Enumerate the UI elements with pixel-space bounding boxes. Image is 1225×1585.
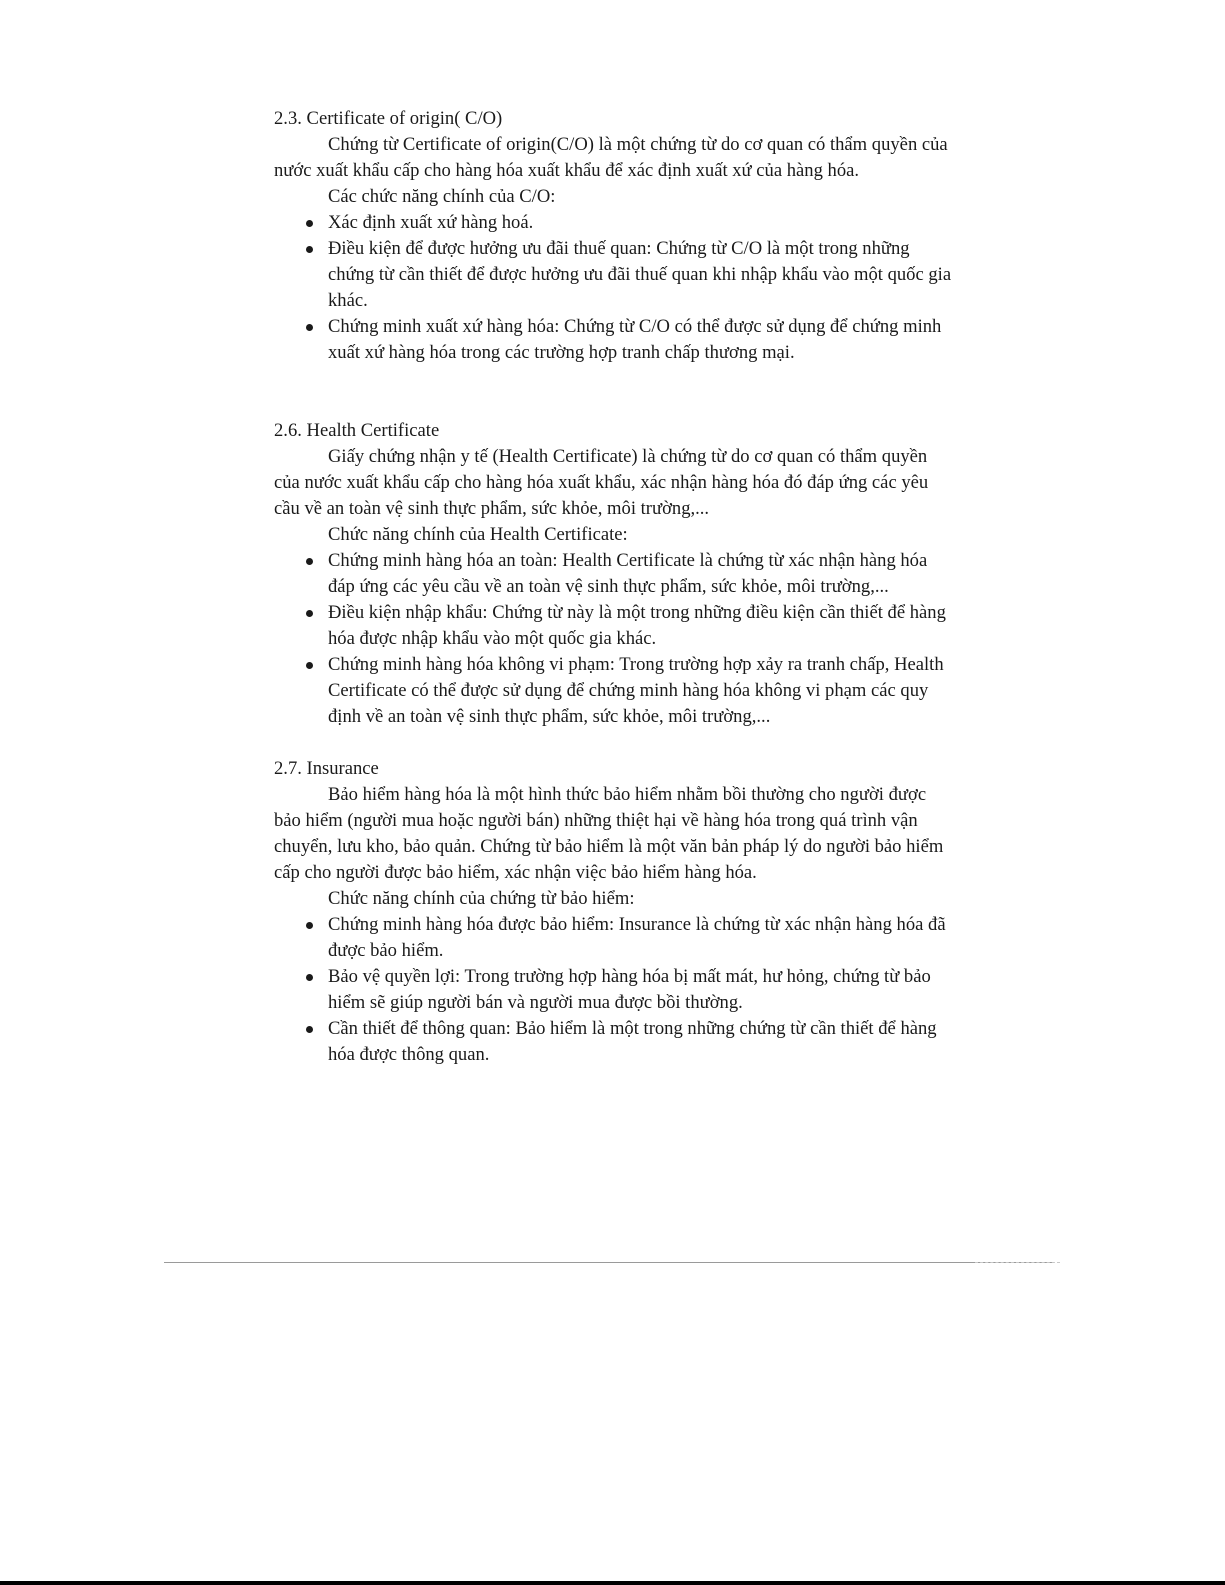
section-intro-paragraph: Bảo hiểm hàng hóa là một hình thức bảo hiểm nhằm bồi thường cho người được bảo hiểm (người mua hoặc người bán) những thiệt hại về hàng hóa trong quá trình vận chuyển, lưu kho, bảo quản. Chứng từ bảo hiểm là một văn bản pháp lý do người bảo hiểm cấp cho người được bảo hiểm, xác nhận việc bảo hiểm hàng hóa. bbox=[274, 784, 944, 883]
list-item bbox=[274, 652, 954, 730]
page-divider-tail bbox=[975, 1262, 1060, 1263]
bullet-icon bbox=[306, 610, 313, 617]
list-item-text: Chứng minh hàng hóa an toàn: Health Certificate là chứng từ xác nhận hàng hóa đáp ứng các yêu cầu về an toàn vệ sinh thực phẩm, sức khỏe, môi trường,... bbox=[328, 550, 928, 597]
bullet-icon bbox=[306, 558, 313, 565]
list-item bbox=[274, 314, 954, 366]
section-certificate-of-origin bbox=[274, 106, 954, 366]
list-item-text: Bảo vệ quyền lợi: Trong trường hợp hàng hóa bị mất mát, hư hỏng, chứng từ bảo hiểm sẽ giúp người bán và người mua được bồi thường. bbox=[328, 966, 931, 1013]
functions-list bbox=[274, 912, 954, 1068]
list-item bbox=[274, 964, 954, 1016]
functions-list bbox=[274, 548, 954, 730]
list-item bbox=[274, 600, 954, 652]
list-item bbox=[274, 548, 954, 600]
list-item-text: Xác định xuất xứ hàng hoá. bbox=[328, 212, 534, 233]
section-insurance bbox=[274, 756, 954, 1068]
page-divider bbox=[164, 1262, 1054, 1263]
bullet-icon bbox=[306, 662, 313, 669]
functions-label: Chức năng chính của Health Certificate: bbox=[328, 524, 628, 545]
list-item-text: Điều kiện để được hưởng ưu đãi thuế quan: Chứng từ C/O là một trong những chứng từ cần thiết để được hưởng ưu đãi thuế quan khi nhập khẩu vào một quốc gia khác. bbox=[328, 238, 952, 311]
list-item bbox=[274, 912, 954, 964]
bullet-icon bbox=[306, 1026, 313, 1033]
section-intro-paragraph: Chứng từ Certificate of origin(C/O) là một chứng từ do cơ quan có thẩm quyền của nước xuất khẩu cấp cho hàng hóa xuất khẩu để xác định xuất xứ của hàng hóa. bbox=[274, 134, 948, 181]
list-item-text: Chứng minh xuất xứ hàng hóa: Chứng từ C/O có thể được sử dụng để chứng minh xuất xứ hàng hóa trong các trường hợp tranh chấp thương mại. bbox=[328, 316, 942, 363]
bottom-edge bbox=[0, 1581, 1225, 1585]
list-item bbox=[274, 236, 954, 314]
document-page bbox=[274, 106, 954, 1068]
section-heading: 2.6. Health Certificate bbox=[274, 420, 440, 441]
list-item bbox=[274, 1016, 954, 1068]
section-intro-paragraph: Giấy chứng nhận y tế (Health Certificate) là chứng từ do cơ quan có thẩm quyền của nước xuất khẩu cấp cho hàng hóa xuất khẩu, xác nhận hàng hóa đó đáp ứng các yêu cầu về an toàn vệ sinh thực phẩm, sức khỏe, môi trường,... bbox=[274, 446, 929, 519]
functions-list bbox=[274, 210, 954, 366]
list-item-text: Chứng minh hàng hóa được bảo hiểm: Insurance là chứng từ xác nhận hàng hóa đã được bảo hiểm. bbox=[328, 914, 946, 961]
list-item-text: Chứng minh hàng hóa không vi phạm: Trong trường hợp xảy ra tranh chấp, Health Certificate có thể được sử dụng để chứng minh hàng hóa không vi phạm các quy định về an toàn vệ sinh thực phẩm, sức khỏe, môi trường,... bbox=[328, 654, 944, 727]
list-item-text: Điều kiện nhập khẩu: Chứng từ này là một trong những điều kiện cần thiết để hàng hóa được nhập khẩu vào một quốc gia khác. bbox=[328, 602, 946, 649]
section-health-certificate bbox=[274, 418, 954, 730]
section-heading: 2.3. Certificate of origin( C/O) bbox=[274, 108, 503, 129]
bullet-icon bbox=[306, 324, 313, 331]
bullet-icon bbox=[306, 220, 313, 227]
section-heading: 2.7. Insurance bbox=[274, 758, 379, 779]
list-item-text: Cần thiết để thông quan: Bảo hiểm là một trong những chứng từ cần thiết để hàng hóa được thông quan. bbox=[328, 1018, 937, 1065]
bullet-icon bbox=[306, 246, 313, 253]
bullet-icon bbox=[306, 922, 313, 929]
functions-label: Các chức năng chính của C/O: bbox=[328, 186, 556, 207]
functions-label: Chức năng chính của chứng từ bảo hiểm: bbox=[328, 888, 635, 909]
list-item bbox=[274, 210, 954, 236]
bullet-icon bbox=[306, 974, 313, 981]
